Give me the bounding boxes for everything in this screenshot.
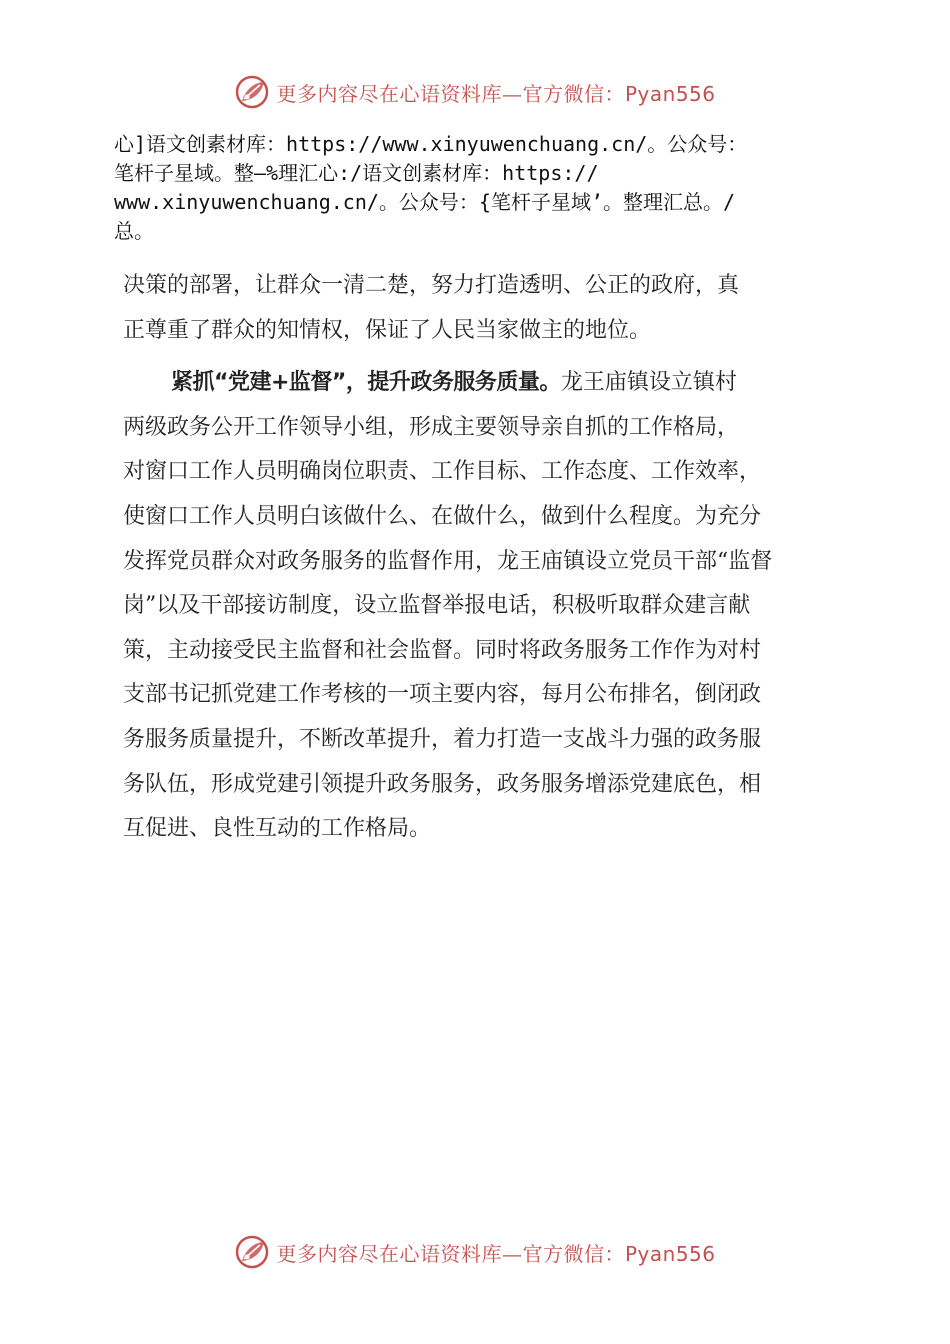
footer-banner-text: 更多内容尽在心语资料库—官方微信：Pyan556 — [276, 1241, 716, 1266]
watermark-text-block — [114, 130, 844, 246]
watermark-line: 笔杆子星域。整—%理汇心:/语文创素材库：https:// — [114, 161, 599, 185]
header-banner-text: 更多内容尽在心语资料库—官方微信：Pyan556 — [276, 81, 716, 106]
document-body — [123, 264, 863, 852]
paragraph2-first-line-rest: 龙王庙镇设立镇村 — [560, 370, 737, 396]
paragraph1-line: 决策的部署，让群众一清二楚，努力打造透明、公正的政府，真 — [123, 273, 740, 298]
paragraph2-line: 务队伍，形成党建引领提升政务服务，政务服务增添党建底色，相 — [123, 771, 762, 797]
paragraph2-line: 支部书记抓党建工作考核的一项主要内容，每月公布排名，倒闭政 — [123, 682, 762, 708]
leaf-logo-icon — [234, 1234, 270, 1270]
paragraph2-line: 务服务质量提升，不断改革提升，着力打造一支战斗力强的政务服 — [123, 726, 762, 752]
paragraph2-line: 两级政务公开工作领导小组，形成主要领导亲自抓的工作格局， — [123, 414, 740, 440]
paragraph2-heading: 紧抓“党建+监督”，提升政务服务质量。 — [171, 370, 561, 396]
paragraph2-first-line — [123, 361, 863, 406]
watermark-line: www.xinyuwenchuang.cn/。公众号：{笔杆子星域’。整理汇总。/ — [114, 190, 736, 214]
paragraph2-line: 发挥党员群众对政务服务的监督作用，龙王庙镇设立党员干部“监督 — [123, 548, 773, 574]
paragraph2-line: 互促进、良性互动的工作格局。 — [123, 816, 432, 842]
paragraph2-line: 使窗口工作人员明白该做什么、在做什么，做到什么程度。为充分 — [123, 503, 762, 529]
paragraph2-line: 对窗口工作人员明确岗位职责、工作目标、工作态度、工作效率， — [123, 459, 762, 485]
footer-banner — [0, 1230, 950, 1274]
paragraph1-line: 正尊重了群众的知情权，保证了人民当家做主的地位。 — [123, 317, 652, 343]
leaf-logo-icon — [234, 74, 270, 110]
header-banner-id: Pyan556 — [624, 81, 716, 106]
paragraph2-line: 岗”以及干部接访制度，设立监督举报电话，积极听取群众建言献 — [123, 593, 751, 619]
header-banner — [0, 70, 950, 114]
footer-banner-id: Pyan556 — [624, 1241, 716, 1266]
paragraph2-line: 策，主动接受民主监督和社会监督。同时将政务服务工作作为对村 — [123, 637, 762, 663]
watermark-line: 心]语文创素材库：https://www.xinyuwenchuang.cn/。公众号： — [114, 132, 748, 156]
watermark-line: 总。 — [114, 219, 154, 243]
